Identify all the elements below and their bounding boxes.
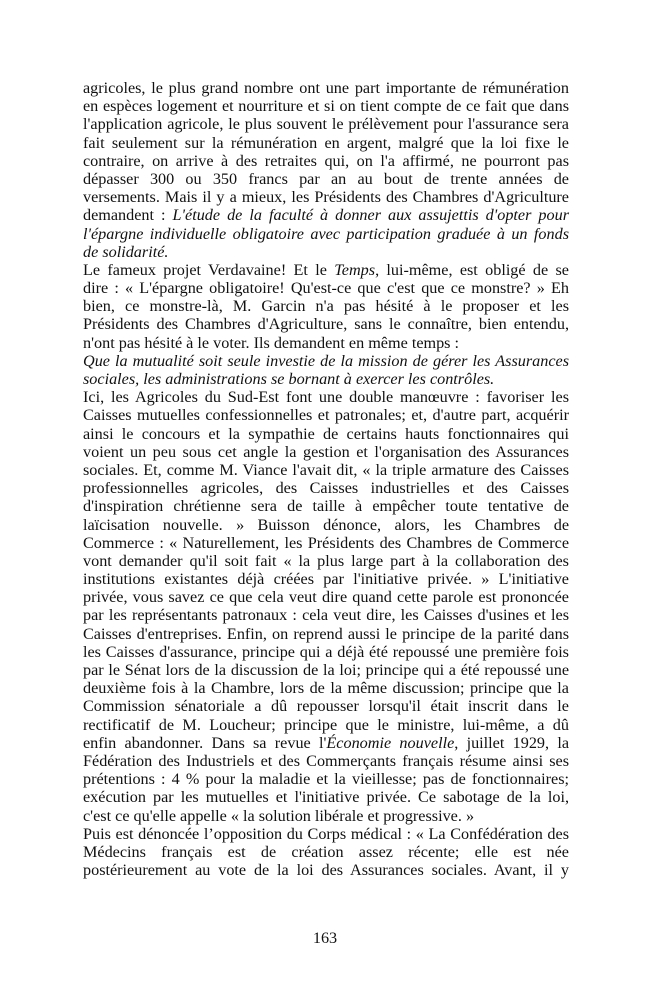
- text-segment: Le fameux projet Verdavaine! Et le: [83, 260, 335, 279]
- text-segment: vont demander qu'il soit fait « la plus large part à la collaboration des: [83, 551, 569, 570]
- text-line: [83, 206, 569, 224]
- text-segment: postérieurement au vote de la loi des Assurances sociales. Avant, il y: [83, 861, 569, 880]
- text-line: [83, 479, 569, 497]
- text-line: [83, 825, 569, 843]
- text-line: [83, 716, 569, 734]
- text-segment: Ici, les Agricoles du Sud-Est font une double manœuvre : favoriser les: [83, 388, 569, 407]
- italic-text: L'étude de la faculté à donner aux assujettis d'opter pour: [172, 206, 569, 225]
- text-line: [83, 534, 569, 552]
- text-line: [83, 315, 569, 333]
- text-line: [83, 606, 569, 624]
- text-line: [83, 152, 569, 170]
- text-line: [83, 225, 569, 243]
- text-segment: Caisses mutuelles confessionnelles et patronales; et, d'autre part, acquérir: [83, 406, 569, 425]
- text-segment: contraire, on arrive à des retraites qui, on l'a affirmé, ne pourront pas: [83, 151, 569, 170]
- text-segment: demandent :: [83, 206, 173, 225]
- text-segment: exécution par les mutuelles et l'initiative privée. Ce sabotage de la loi,: [83, 788, 569, 807]
- text-line: [83, 406, 569, 424]
- text-segment: bien, ce monstre-là, M. Garcin n'a pas hésité à le proposer et les: [83, 297, 569, 316]
- text-segment: ainsi le concours et la sympathie de certains hauts fonctionnaires qui: [83, 424, 569, 443]
- text-line: [83, 261, 569, 279]
- text-segment: en espèces logement et nourriture et si on tient compte de ce fait que dans: [83, 97, 569, 116]
- text-line: [83, 279, 569, 297]
- text-line: [83, 370, 569, 388]
- text-line: [83, 425, 569, 443]
- text-line: [83, 388, 569, 406]
- paragraph: [83, 825, 569, 880]
- text-line: [83, 770, 569, 788]
- text-line: [83, 807, 569, 825]
- text-line: [83, 516, 569, 534]
- paragraph: [83, 352, 569, 388]
- text-line: [83, 625, 569, 643]
- text-line: [83, 788, 569, 806]
- text-segment: prétentions : 4 % pour la maladie et la vieillesse; pas de fonctionnaires;: [83, 770, 569, 789]
- text-line: [83, 443, 569, 461]
- text-segment: Présidents des Chambres d'Agriculture, sans le connaître, bien entendu,: [83, 315, 569, 334]
- text-line: [83, 679, 569, 697]
- text-line: [83, 734, 569, 752]
- text-segment: Commission sénatoriale a dû repousser lorsqu'il était inscrit dans le: [83, 697, 569, 716]
- text-line: [83, 352, 569, 370]
- text-segment: par le Sénat lors de la discussion de la loi; principe qui a été repoussé une: [83, 661, 569, 679]
- text-segment: l'application agricole, le plus souvent le prélèvement pour l'assurance sera: [83, 115, 569, 134]
- text-segment: dire : « L'épargne obligatoire! Qu'est-ce que c'est que ce monstre? » Eh: [83, 279, 569, 298]
- text-segment: n'ont pas hésité à le voter. Ils demandent en même temps :: [83, 333, 460, 352]
- text-segment: , juillet 1929, la: [454, 733, 570, 752]
- text-segment: , lui-même, est obligé de se: [375, 260, 569, 279]
- italic-text: de solidarité.: [83, 242, 169, 261]
- text-segment: fait seulement sur la rémunération en argent, malgré que la loi fixe le: [83, 133, 569, 152]
- text-line: [83, 170, 569, 188]
- text-line: [83, 843, 569, 861]
- paragraph: [83, 388, 569, 825]
- text-line: [83, 297, 569, 315]
- text-line: [83, 79, 569, 97]
- text-segment: Commerce : « Naturellement, les Présidents des Chambres de Commerce: [83, 533, 569, 552]
- text-segment: par les représentants patronaux : cela veut dire, les Caisses d'usines et les: [83, 606, 569, 625]
- text-segment: rectificatif de M. Loucheur; principe que le ministre, lui-même, a dû: [83, 715, 569, 734]
- text-line: [83, 134, 569, 152]
- paragraph: [83, 79, 569, 261]
- text-segment: Fédération des Industriels et des Commerçants français résume ainsi ses: [83, 751, 569, 770]
- text-segment: voient un peu sous cet angle la gestion et l'organisation des Assurances: [83, 442, 569, 461]
- text-line: [83, 697, 569, 715]
- text-line: [83, 861, 569, 879]
- text-segment: privée, vous savez ce que cela veut dire quand cette parole est prononcée: [83, 588, 569, 607]
- text-line: [83, 752, 569, 770]
- page-number: 163: [312, 929, 338, 947]
- text-line: [83, 334, 569, 352]
- paragraph: [83, 261, 569, 352]
- body-text: [83, 79, 569, 879]
- text-line: [83, 588, 569, 606]
- text-line: [83, 643, 569, 661]
- italic-text: l'épargne individuelle obligatoire avec participation graduée à un fonds: [83, 224, 569, 243]
- italic-text: Économie nouvelle: [326, 733, 455, 752]
- text-segment: sociales. Et, comme M. Viance l'avait dit, « la triple armature des Caisses: [83, 460, 569, 479]
- text-line: [83, 243, 569, 261]
- text-segment: c'est ce qu'elle appelle « la solution libérale et progressive. »: [83, 806, 475, 825]
- text-segment: deuxième fois à la Chambre, lors de la même discussion; principe que la: [83, 679, 569, 698]
- text-segment: d'inspiration chrétienne sera de taille à empêcher toute tentative de: [83, 497, 569, 516]
- text-segment: Caisses d'entreprises. Enfin, on reprend aussi le principe de la parité dans: [83, 624, 569, 643]
- text-segment: enfin abandonner. Dans sa revue l': [83, 733, 327, 752]
- text-line: [83, 115, 569, 133]
- italic-text: Temps: [334, 260, 376, 279]
- text-segment: Puis est dénoncée l’opposition du Corps médical : « La Confédération des: [83, 824, 569, 843]
- text-segment: les Caisses d'assurance, principe qui a déjà été repoussé une première fois: [83, 642, 569, 661]
- text-line: [83, 497, 569, 515]
- italic-text: sociales, les administrations se bornant à exercer les contrôles.: [83, 370, 495, 388]
- text-segment: versements. Mais il y a mieux, les Présidents des Chambres d'Agriculture: [83, 188, 569, 207]
- text-line: [83, 97, 569, 115]
- text-segment: laïcisation nouvelle. » Buisson dénonce, alors, les Chambres de: [83, 515, 569, 534]
- italic-text: Que la mutualité soit seule investie de la mission de gérer les Assurances: [83, 351, 569, 370]
- text-line: [83, 552, 569, 570]
- text-line: [83, 188, 569, 206]
- text-line: [83, 570, 569, 588]
- text-segment: Médecins français est de création assez récente; elle est née: [83, 842, 569, 861]
- text-segment: dépasser 300 ou 350 francs par an au bout de trente années de: [83, 169, 569, 188]
- text-segment: professionnelles agricoles, des Caisses industrielles et des Caisses: [83, 479, 569, 498]
- text-segment: agricoles, le plus grand nombre ont une part importante de rémunération: [83, 79, 569, 97]
- text-line: [83, 461, 569, 479]
- text-segment: institutions existantes déjà créées par l'initiative privée. » L'initiative: [83, 570, 569, 589]
- text-line: [83, 661, 569, 679]
